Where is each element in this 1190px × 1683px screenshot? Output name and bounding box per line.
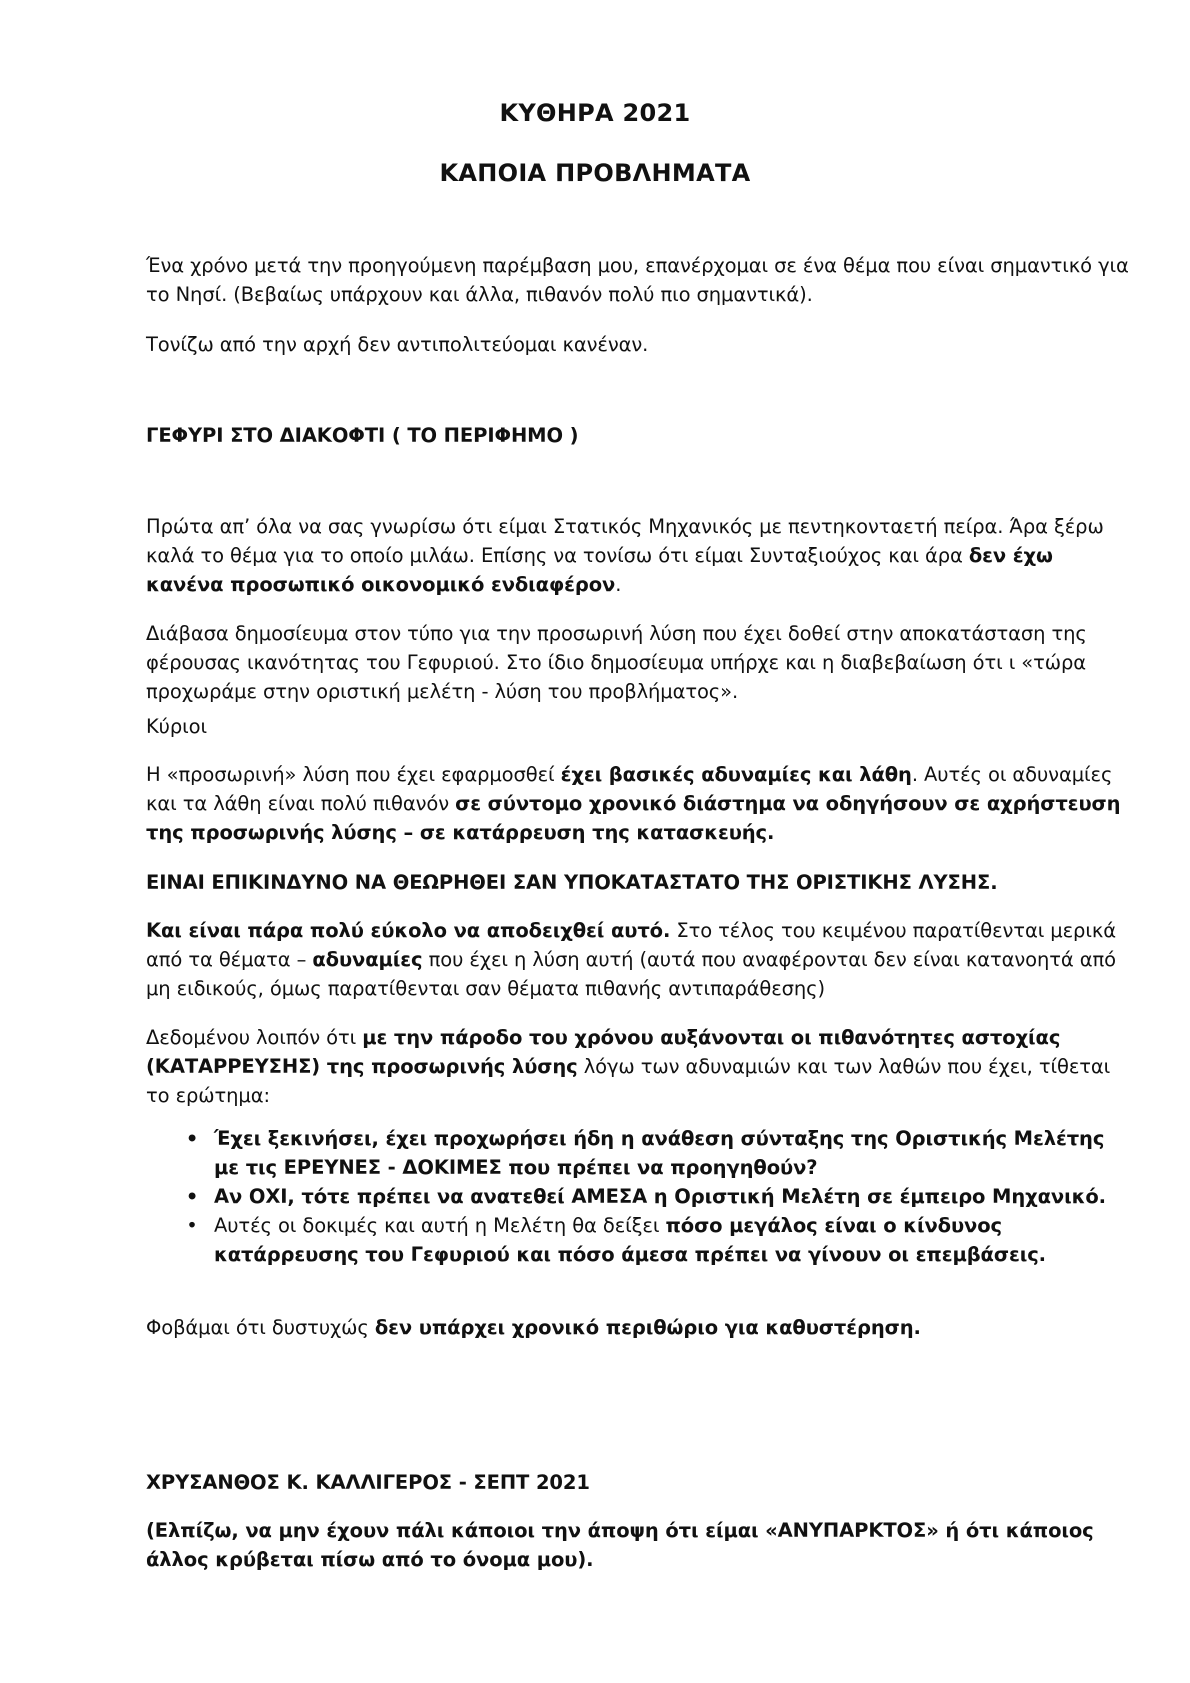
- bullet-icon: •: [185, 1127, 199, 1150]
- signature-note: (Ελπίζω, να μην έχουν πάλι κάποιοι την άποψη ότι είμαι «ΑΝΥΠΑΡΚΤΟΣ» ή ότι κάποιος άλλος κρύβεται πίσω από το όνομα μου).: [146, 1519, 1094, 1571]
- intro-paragraph-1: Ένα χρόνο μετά την προηγούμενη παρέμβαση μου, επανέρχομαι σε ένα θέμα που είναι σημαντικό για το Νησί. (Βεβαίως υπάρχουν και άλλα, πιθανόν πολύ πιο σημαντικά).: [146, 254, 1129, 306]
- body-p1-end: .: [615, 573, 622, 596]
- body-paragraph-4: [146, 760, 1130, 847]
- section-heading: ΓΕΦΥΡΙ ΣΤΟ ΔΙΑΚΟΦΤΙ ( ΤΟ ΠΕΡΙΦΗΜΟ ): [146, 424, 579, 447]
- closing-paragraph: [146, 1313, 1130, 1342]
- list-item-text: Έχει ξεκινήσει, έχει προχωρήσει ήδη η ανάθεση σύνταξης της Οριστικής Μελέτης με τις ΕΡΕΥΝΕΣ - ΔΟΚΙΜΕΣ που πρέπει να προηγηθούν?: [214, 1127, 1105, 1179]
- body-p4-bold-1: έχει βασικές αδυναμίες και λάθη: [560, 763, 912, 786]
- body-p6-text-2: που έχει η λύση αυτή (αυτά που αναφέρονται δεν είναι κατανοητά από μη ειδικούς, όμως παρατίθενται σαν θέματα πιθανής αντιπαράθεσης): [146, 948, 1116, 1000]
- list-item-text: Αυτές οι δοκιμές και αυτή η Μελέτη θα δείξει: [214, 1214, 666, 1237]
- body-p6-bold-2: αδυναμίες: [312, 948, 423, 971]
- body-p4-bold-2: σε σύντομο χρονικό διάστημα να οδηγήσουν σε αχρήστευση της προσωρινής λύσης – σε κατάρρευση της κατασκευής.: [146, 792, 1121, 844]
- body-p6-bold-1: Και είναι πάρα πολύ εύκολο να αποδειχθεί αυτό.: [146, 919, 671, 942]
- body-paragraph-3: Κύριοι: [146, 715, 207, 738]
- body-p7-text-1: Δεδομένου λοιπόν ότι: [146, 1026, 363, 1049]
- warning-paragraph: ΕΙΝΑΙ ΕΠΙΚΙΝΔΥΝΟ ΝΑ ΘΕΩΡΗΘΕΙ ΣΑΝ ΥΠΟΚΑΤΑΣΤΑΤΟ ΤΗΣ ΟΡΙΣΤΙΚΗΣ ΛΥΣΗΣ.: [146, 871, 998, 894]
- body-paragraph-7: [146, 1023, 1130, 1110]
- body-p1-text: Πρώτα απ’ όλα να σας γνωρίσω ότι είμαι Στατικός Μηχανικός με πεντηκονταετή πείρα. Άρα ξέρω καλά το θέμα για το οποίο μιλάω. Επίσης να τονίσω ότι είμαι Συνταξιούχος και άρα: [146, 515, 1104, 567]
- body-p4-text-2: . Αυτές οι αδυναμίες και τα λάθη είναι πολύ πιθανόν: [146, 763, 1113, 815]
- closing-text: Φοβάμαι ότι δυστυχώς: [146, 1316, 375, 1339]
- document-subtitle: ΚΑΠΟΙΑ ΠΡΟΒΛΗΜΑΤΑ: [439, 159, 751, 187]
- body-p6-text-1: Στο τέλος του κειμένου παρατίθενται μερικά από τα θέματα –: [146, 919, 1116, 971]
- body-p4-text-1: Η «προσωρινή» λύση που έχει εφαρμοσθεί: [146, 763, 561, 786]
- list-item: [185, 1124, 1130, 1182]
- body-p7-text-2: λόγω των αδυναμιών και των λαθών που έχει, τίθεται το ερώτημα:: [146, 1055, 1111, 1107]
- body-p7-bold: με την πάροδο του χρόνου αυξάνονται οι πιθανότητες αστοχίας (ΚΑΤΑΡΡΕΥΣΗΣ) της προσωρινής λύσης: [146, 1026, 1061, 1078]
- closing-bold: δεν υπάρχει χρονικό περιθώριο για καθυστέρηση.: [374, 1316, 921, 1339]
- list-item: [186, 1211, 1130, 1269]
- intro-paragraph-2: Τονίζω από την αρχή δεν αντιπολιτεύομαι κανέναν.: [146, 333, 649, 356]
- bullet-icon: •: [185, 1185, 199, 1208]
- list-item: [185, 1182, 1130, 1211]
- question-list: [185, 1124, 1130, 1269]
- list-item-bold: πόσο μεγάλος είναι ο κίνδυνος κατάρρευσης του Γεφυριού και πόσο άμεσα πρέπει να γίνουν οι επεμβάσεις.: [214, 1214, 1046, 1266]
- document-title: ΚΥΘΗΡΑ 2021: [499, 99, 691, 127]
- body-paragraph-6: [146, 916, 1130, 1003]
- signature-line: ΧΡΥΣΑΝΘΟΣ Κ. ΚΑΛΛΙΓΕΡΟΣ - ΣΕΠΤ 2021: [146, 1471, 590, 1494]
- list-item-text: Αν ΟΧΙ, τότε πρέπει να ανατεθεί ΑΜΕΣΑ η Οριστική Μελέτη σε έμπειρο Μηχανικό.: [214, 1185, 1106, 1208]
- body-paragraph-2: Διάβασα δημοσίευμα στον τύπο για την προσωρινή λύση που έχει δοθεί στην αποκατάσταση της φέρουσας ικανότητας του Γεφυριού. Στο ίδιο δημοσίευμα υπήρχε και η διαβεβαίωση ότι ι «τώρα προχωράμε στην οριστική μελέτη - λύση του προβλήματος».: [146, 622, 1087, 703]
- body-paragraph-1: [146, 512, 1130, 599]
- body-p1-bold: δεν έχω κανένα προσωπικό οικονομικό ενδιαφέρον: [146, 544, 1053, 596]
- bullet-icon: •: [186, 1214, 198, 1237]
